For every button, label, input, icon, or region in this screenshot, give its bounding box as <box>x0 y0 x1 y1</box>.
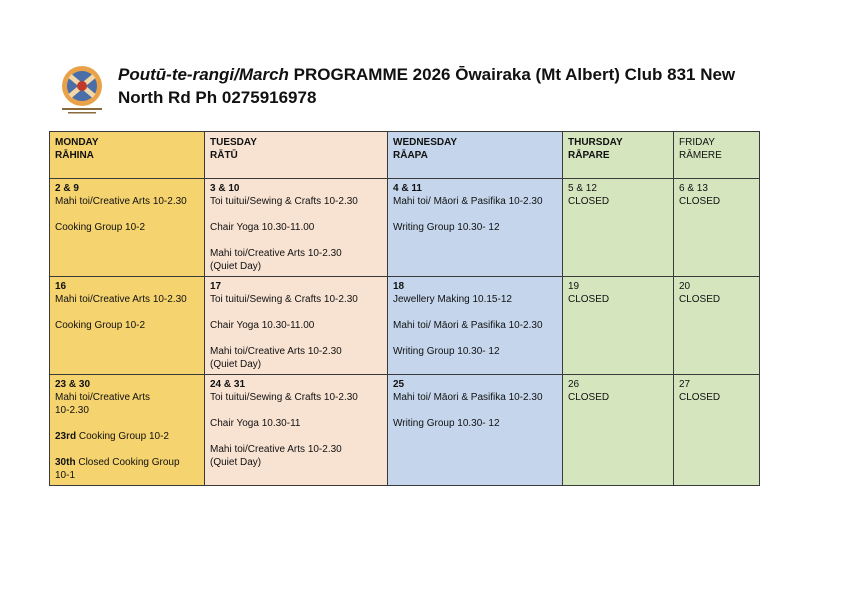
header-monday <box>50 132 205 179</box>
activity: Toi tuitui/Sewing & Crafts 10-2.30 <box>210 294 358 305</box>
schedule-cell-thursday <box>563 277 674 375</box>
activity-date: 23rd <box>55 431 77 442</box>
activity: Mahi toi/Creative Arts 10-2.30 <box>55 196 187 207</box>
schedule-cell-monday <box>50 179 205 277</box>
schedule-cell-tuesday <box>205 179 388 277</box>
date-label: 17 <box>210 281 222 292</box>
activity: Cooking Group 10-2 <box>55 222 146 233</box>
header-friday <box>674 132 760 179</box>
schedule-cell-tuesday <box>205 277 388 375</box>
activity: Chair Yoga 10.30-11.00 <box>210 320 315 331</box>
schedule-cell-monday <box>50 277 205 375</box>
day-name-mi: RĀTŪ <box>210 150 238 161</box>
date-label: 27 <box>679 379 691 390</box>
schedule-cell-thursday <box>563 179 674 277</box>
date-label: 2 & 9 <box>55 183 79 194</box>
activity-text: Cooking Group 10-2 <box>76 431 169 442</box>
activity: Mahi toi/ Māori & Pasifika 10-2.30 <box>393 196 543 207</box>
activity: Jewellery Making 10.15-12 <box>393 294 512 305</box>
status-closed: CLOSED <box>568 294 610 305</box>
date-label: 6 & 13 <box>679 183 708 194</box>
activity: Writing Group 10.30- 12 <box>393 222 500 233</box>
activity: Chair Yoga 10.30-11.00 <box>210 222 315 233</box>
activity-text: Closed Cooking Group <box>75 457 180 468</box>
header-tuesday <box>205 132 388 179</box>
date-label: 18 <box>393 281 405 292</box>
title-rest: PROGRAMME 2026 Ōwairaka (Mt Albert) Club 831 New North Rd Ph 0275916978 <box>118 65 736 107</box>
activity <box>55 430 199 443</box>
header-thursday <box>563 132 674 179</box>
day-name-mi: RĀAPA <box>393 150 428 161</box>
date-label: 23 & 30 <box>55 379 91 390</box>
activity: Chair Yoga 10.30-11 <box>210 418 301 429</box>
schedule-cell-thursday <box>563 375 674 486</box>
activity: Cooking Group 10-2 <box>55 320 146 331</box>
date-label: 25 <box>393 379 405 390</box>
day-name-mi: RĀHINA <box>55 150 94 161</box>
activity-time: 10-2.30 <box>55 405 89 416</box>
activity-note: (Quiet Day) <box>210 457 262 468</box>
activity-date: 30th <box>55 457 76 468</box>
schedule-cell-tuesday <box>205 375 388 486</box>
date-label: 26 <box>568 379 580 390</box>
date-label: 19 <box>568 281 580 292</box>
day-name-mi: RĀPARE <box>568 150 610 161</box>
week-row <box>50 375 760 486</box>
day-name-en: TUESDAY <box>210 137 257 148</box>
club-logo <box>56 64 108 116</box>
date-label: 4 & 11 <box>393 183 422 194</box>
date-label: 20 <box>679 281 691 292</box>
status-closed: CLOSED <box>568 392 610 403</box>
day-name-en: MONDAY <box>55 137 99 148</box>
activity-note: (Quiet Day) <box>210 261 262 272</box>
activity: Toi tuitui/Sewing & Crafts 10-2.30 <box>210 392 358 403</box>
date-label: 5 & 12 <box>568 183 597 194</box>
activity: Mahi toi/Creative Arts 10-2.30 <box>210 444 342 455</box>
schedule-cell-wednesday <box>388 179 563 277</box>
activity: Toi tuitui/Sewing & Crafts 10-2.30 <box>210 196 358 207</box>
activity: Writing Group 10.30- 12 <box>393 346 500 357</box>
logo-emblem-icon <box>56 64 108 116</box>
activity: Mahi toi/ Māori & Pasifika 10-2.30 <box>393 320 543 331</box>
schedule-cell-friday <box>674 375 760 486</box>
activity: Mahi toi/Creative Arts 10-2.30 <box>55 294 187 305</box>
activity: Mahi toi/Creative Arts <box>55 392 151 403</box>
date-label: 3 & 10 <box>210 183 240 194</box>
title-month: Poutū-te-rangi/March <box>118 65 289 84</box>
activity: Mahi toi/Creative Arts 10-2.30 <box>210 346 342 357</box>
activity: Mahi toi/ Māori & Pasifika 10-2.30 <box>393 392 543 403</box>
programme-table <box>49 131 760 486</box>
date-label: 24 & 31 <box>210 379 246 390</box>
day-name-en: THURSDAY <box>568 137 623 148</box>
status-closed: CLOSED <box>679 392 721 403</box>
page-title <box>118 63 758 109</box>
week-row <box>50 179 760 277</box>
activity-time: 10-1 <box>55 470 76 481</box>
schedule-cell-friday <box>674 277 760 375</box>
schedule-cell-friday <box>674 179 760 277</box>
day-name-mi: RĀMERE <box>679 150 722 161</box>
day-header-row <box>50 132 760 179</box>
date-label: 16 <box>55 281 67 292</box>
week-row <box>50 277 760 375</box>
status-closed: CLOSED <box>679 196 721 207</box>
status-closed: CLOSED <box>679 294 721 305</box>
activity <box>55 456 199 469</box>
schedule-cell-wednesday <box>388 375 563 486</box>
day-name-en: WEDNESDAY <box>393 137 458 148</box>
status-closed: CLOSED <box>568 196 610 207</box>
header-wednesday <box>388 132 563 179</box>
schedule-cell-monday <box>50 375 205 486</box>
day-name-en: FRIDAY <box>679 137 715 148</box>
schedule-cell-wednesday <box>388 277 563 375</box>
activity-note: (Quiet Day) <box>210 359 262 370</box>
activity: Mahi toi/Creative Arts 10-2.30 <box>210 248 342 259</box>
activity: Writing Group 10.30- 12 <box>393 418 500 429</box>
